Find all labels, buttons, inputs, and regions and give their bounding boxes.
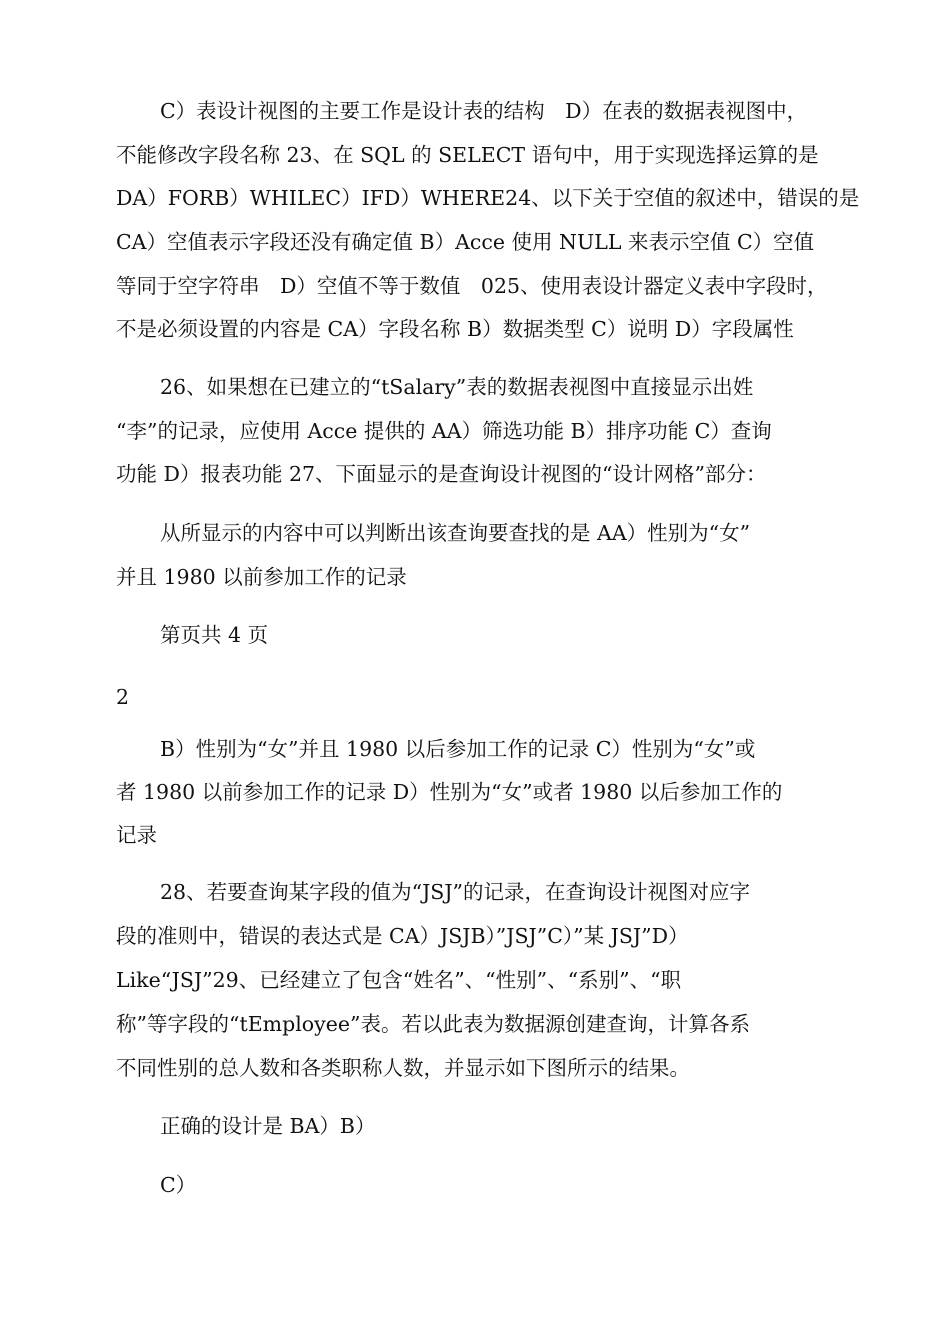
text-line: B）性别为“女”并且 1980 以后参加工作的记录 C）性别为“女”或 — [160, 737, 756, 761]
text-line: 26、如果想在已建立的“tSalary”表的数据表视图中直接显示出姓 — [160, 375, 754, 399]
text-line: 不能修改字段名称 23、在 SQL 的 SELECT 语句中，用于实现选择运算的是 — [116, 143, 819, 167]
text-line: CA）空值表示字段还没有确定值 B）Acce 使用 NULL 来表示空值 C）空值 — [116, 230, 815, 254]
text-line: 不同性别的总人数和各类职称人数，并显示如下图所示的结果。 — [116, 1056, 690, 1080]
text-line: C） — [160, 1173, 197, 1197]
text-line: 者 1980 以前参加工作的记录 D）性别为“女”或者 1980 以后参加工作的 — [116, 780, 783, 804]
text-line: Like“JSJ”29、已经建立了包含“姓名”、“性别”、“系别”、“职 — [116, 968, 682, 992]
text-line: 正确的设计是 BA）B） — [160, 1114, 376, 1138]
text-line: 记录 — [116, 823, 157, 847]
text-line: 段的准则中，错误的表达式是 CA）JSJB）”JSJ”C）”某 JSJ”D） — [116, 924, 689, 948]
text-line: 称”等字段的“tEmployee”表。若以此表为数据源创建查询，计算各系 — [116, 1012, 750, 1036]
text-line: 从所显示的内容中可以判断出该查询要查找的是 AA）性别为“女” — [160, 521, 751, 545]
text-line: DA）FORB）WHILEC）IFD）WHERE24、以下关于空值的叙述中，错误的是 — [116, 186, 860, 210]
page-number: 2 — [116, 685, 130, 709]
text-line: 并且 1980 以前参加工作的记录 — [116, 565, 407, 589]
text-line: C）表设计视图的主要工作是设计表的结构 D）在表的数据表视图中， — [160, 99, 808, 123]
text-line: 功能 D）报表功能 27、下面显示的是查询设计视图的“设计网格”部分： — [116, 462, 767, 486]
text-line: 不是必须设置的内容是 CA）字段名称 B）数据类型 C）说明 D）字段属性 — [116, 317, 794, 341]
text-line: 28、若要查询某字段的值为“JSJ”的记录，在查询设计视图对应字 — [160, 880, 751, 904]
page-footer: 第页共 4 页 — [160, 623, 269, 647]
text-line: 等同于空字符串 D）空值不等于数值 025、使用表设计器定义表中字段时， — [116, 274, 828, 298]
text-line: “李”的记录，应使用 Acce 提供的 AA）筛选功能 B）排序功能 C）查询 — [116, 419, 772, 443]
